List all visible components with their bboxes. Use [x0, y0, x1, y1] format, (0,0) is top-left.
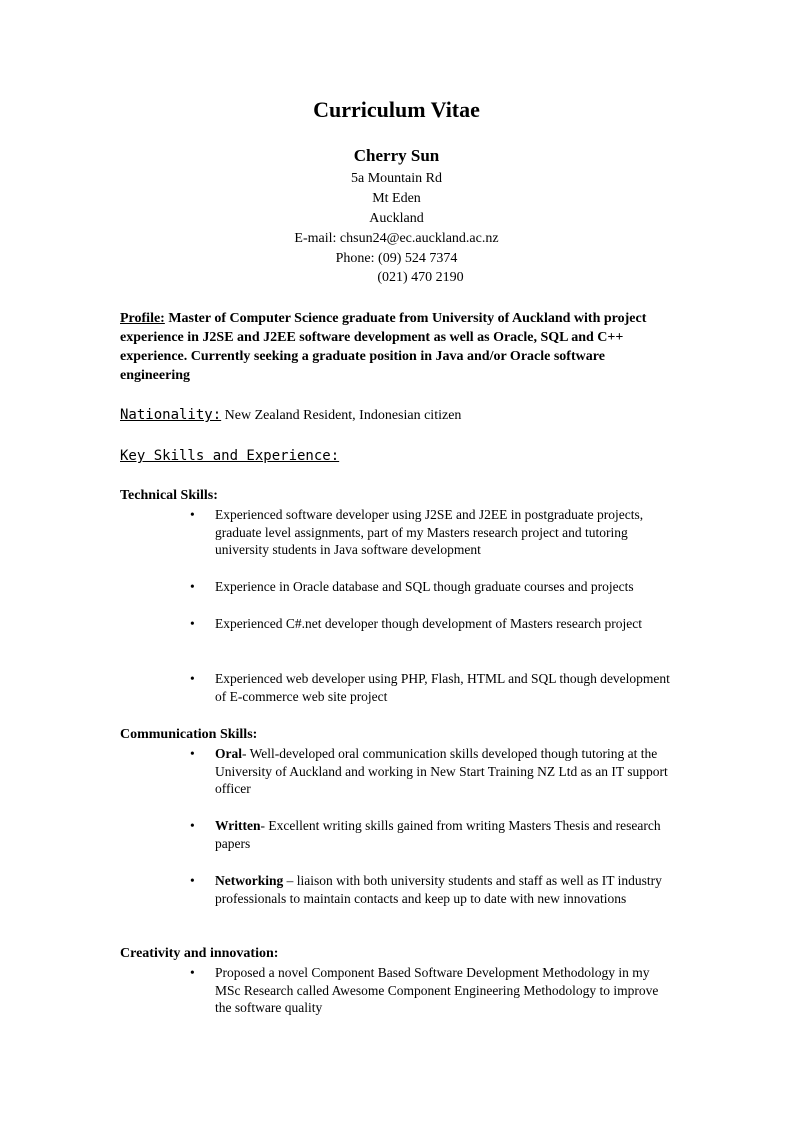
nationality-text: New Zealand Resident, Indonesian citizen: [221, 408, 462, 423]
list-item: [190, 817, 670, 852]
candidate-name: Cherry Sun: [353, 146, 440, 165]
email-line: E-mail: chsun24@ec.auckland.ac.nz: [294, 231, 499, 246]
list-item-body: – liaison with both university students and staff as well as IT industry professionals to maintain contacts and keep up to date with new innovations: [215, 873, 662, 906]
list-item: [190, 872, 670, 907]
list-item: [190, 964, 670, 1017]
address-street: 5a Mountain Rd: [351, 171, 442, 186]
list-item-text: Proposed a novel Component Based Software Development Methodology in my MSc Research called Awesome Component Engineering Methodology to improve the software quality: [215, 965, 659, 1015]
bullet-icon: •: [190, 746, 195, 761]
list-item-text: [215, 817, 670, 852]
bullet-icon: •: [190, 579, 195, 594]
profile-text: Master of Computer Science graduate from University of Auckland with project experience in J2SE and J2EE software development as well as Oracle, SQL and C++ experience. Currently seeking a graduate position in Java and/or Oracle software engineering: [120, 311, 647, 383]
list-item: [190, 615, 670, 633]
list-item-lead: Oral: [215, 746, 242, 761]
list-item-text: [215, 745, 670, 798]
list-item-text: Experience in Oracle database and SQL though graduate courses and projects: [215, 579, 634, 594]
list-item: [190, 745, 670, 798]
document-title: Curriculum Vitae: [313, 97, 480, 122]
list-item-text: Experienced C#.net developer though development of Masters research project: [215, 616, 642, 631]
profile-label: Profile:: [120, 311, 165, 326]
list-item-text: [215, 872, 670, 907]
bullet-icon: •: [190, 965, 195, 980]
list-item: [190, 578, 670, 596]
mobile-line: (021) 470 2190: [377, 270, 464, 285]
bullet-icon: •: [190, 671, 195, 686]
creativity-heading: Creativity and innovation:: [120, 946, 279, 961]
bullet-icon: •: [190, 507, 195, 522]
nationality-section: [120, 405, 680, 426]
phone-line: Phone: (09) 524 7374: [335, 251, 458, 266]
technical-skills-heading: Technical Skills:: [120, 488, 218, 503]
list-item-body: - Well-developed oral communication skills developed though tutoring at the University of Auckland and working in New Start Training NZ Ltd as an IT support officer: [215, 746, 668, 796]
key-skills-heading: Key Skills and Experience:: [120, 448, 340, 464]
list-item: [190, 670, 670, 705]
list-item-text: Experienced web developer using PHP, Flash, HTML and SQL though development of E-commerce web site project: [215, 671, 670, 704]
list-item-text: Experienced software developer using J2SE and J2EE in postgraduate projects, graduate level assignments, part of my Masters research project and tutoring university students in Java software development: [215, 507, 644, 557]
profile-section: [120, 309, 665, 385]
list-item-lead: Written: [215, 818, 261, 833]
list-item-lead: Networking: [215, 873, 284, 888]
bullet-icon: •: [190, 616, 195, 631]
nationality-label: Nationality:: [120, 407, 222, 423]
bullet-icon: •: [190, 818, 195, 833]
list-item: [190, 506, 670, 559]
address-city: Auckland: [369, 211, 424, 226]
bullet-icon: •: [190, 873, 195, 888]
address-suburb: Mt Eden: [372, 191, 421, 206]
list-item-body: - Excellent writing skills gained from writing Masters Thesis and research papers: [215, 818, 661, 851]
communication-skills-heading: Communication Skills:: [120, 727, 258, 742]
